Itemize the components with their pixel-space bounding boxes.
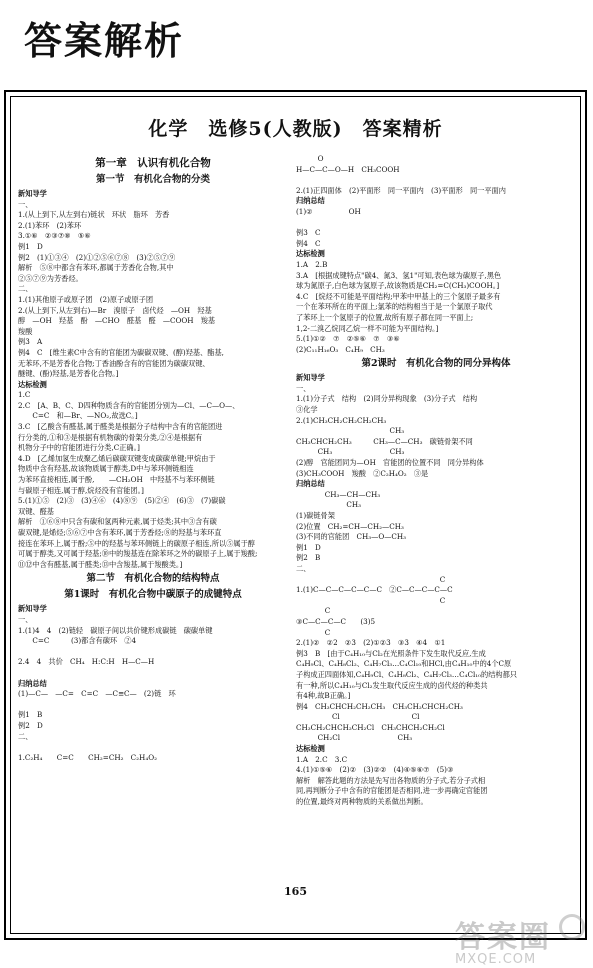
text-line: 3.C [乙酸含有醛基,属于醛类是根据分子结构中含有的官能团进 (18, 422, 223, 432)
subsection-label: 达标检测 (296, 249, 325, 259)
text-line: 2.(从上到下,从左到右)—Br 溴原子 卤代烃 —OH 羟基 (18, 305, 212, 315)
text-line: 解析 解答此题的方法是先写出各物质的分子式,若分子式相 (296, 775, 486, 785)
watermark-text-bottom: MXQE.COM (455, 952, 537, 967)
document-title: 化学 选修5(人教版) 答案精析 (148, 118, 443, 140)
text-line: C (296, 627, 331, 637)
text-line: 二、 (18, 731, 33, 741)
text-line: 例3 A (18, 337, 43, 347)
text-line: 2.(1)CH₃CH₂CH₂CH₂CH₃ (296, 415, 387, 425)
lesson-heading: 第1课时 有机化合物中碳原子的成键特点 (64, 589, 242, 601)
text-line (18, 647, 288, 658)
text-line: 5.(1)①② ⑦ ②⑤⑥ ⑦ ③⑥ (296, 334, 400, 344)
text-line: (2)位置 CH₂=CH—CH₂—CH₃ (296, 521, 404, 531)
text-line: 醇 —OH 羟基 酚 —CHO 醛基 醛 —COOH 羧基 (18, 316, 216, 326)
text-line: 例4 CH₃CHCH₂CH₂CH₃ CH₃CH₂CHCH₂CH₃ (296, 701, 463, 711)
text-line: C=C 和—Br、—NO₂,故选C。] (18, 411, 138, 421)
text-line: ③化学 (296, 405, 318, 415)
text-line: 的位置,最终对两种物质的关系做出判断。 (296, 797, 428, 807)
text-line: ②⑤⑦⑨为芳香烃。 (18, 273, 83, 283)
text-line: (2)C₁₁H₁₆O₃ C₄H₉ CH₃ (296, 344, 385, 354)
text-line: 1.(1)C—C—C—C—C—C ②C—C—C—C—C (296, 585, 453, 595)
text-line: 1,2-二溴乙烷同乙烷一样不可能为平面结构。] (296, 323, 439, 333)
text-line: CH₃ CH₃ (296, 447, 405, 457)
text-line: 二、 (18, 284, 33, 294)
text-line: CH₂Cl CH₃ (296, 733, 413, 743)
text-line: 1.(1)分子式 结构 (2)同分异构现象 (3)分子式 结构 (296, 394, 478, 404)
text-line: (3)CH₃COOH 羧酸 ②C₂H₄O₂ ③是 (296, 468, 429, 478)
section-heading: 第一节 有机化合物的分类 (95, 174, 210, 185)
text-line: 3.①⑥ ②③⑦⑧ ⑤⑥ (18, 231, 91, 241)
text-line: 例3 B [由于C₄H₁₀与Cl₂在光照条件下发生取代反应,生成 (296, 648, 486, 658)
chapter-heading: 第一章 认识有机化合物 (95, 157, 211, 169)
text-line: 1.A 2.B (296, 259, 328, 269)
text-line: 醚键、(酚)羟基,是芳香化合物。] (18, 369, 119, 379)
text-line: 2.(1)苯环 (2)苯环 (18, 220, 82, 230)
text-line: 2.C [A、B、C、D四种物质含有的官能团分别为—Cl、—C—O—、 (18, 400, 240, 410)
text-line (18, 668, 288, 679)
text-line: 4.D [乙烯加氢生成聚乙烯后碳碳双键变成碳碳单键;甲烷由于 (18, 453, 216, 463)
text-line: 一个在苯环所在的平面上;氯苯的结构相当于是一个氯原子取代 (296, 302, 493, 312)
subsection-label: 达标检测 (296, 744, 325, 754)
content-frame (4, 90, 587, 940)
text-line: C (296, 606, 331, 616)
subsection-label: 归纳总结 (296, 196, 325, 206)
text-line: 1.(1)其他原子或原子团 (2)原子或原子团 (18, 294, 154, 304)
text-line (296, 218, 576, 229)
text-line: 同,再判断分子中含有的官能团是否相同,进一步再确定官能团 (296, 786, 488, 796)
text-line: (1)② OH (296, 206, 361, 216)
text-line: 例4 C [维生素C中含有的官能团为碳碳双键、(醇)羟基、酯基, (18, 347, 224, 357)
subsection-label: 新知导学 (296, 373, 325, 383)
text-line: 解析 ①⑥⑧中只含有碳和氢两种元素,属于烃类;其中③含有碳 (18, 517, 217, 527)
text-line: 行分类的,①和③是根据有机物碳的骨架分类,②④是根据有 (18, 432, 203, 442)
text-line: 解析 ⑤⑧中都含有苯环,都属于芳香化合物,其中 (18, 263, 174, 273)
text-line: 4.C [烷烃不可能是平面结构;甲苯中甲基上的三个氢原子最多有 (296, 291, 501, 301)
left-column (18, 154, 288, 869)
text-line: ⑪⑫中含有醛基,属于醛类;⑬中含羧基,属于羧酸类。] (18, 559, 183, 569)
text-line: (1)—C— —C= C=C —C≡C— (2)链 环 (18, 689, 176, 699)
text-line (18, 742, 288, 753)
text-line: 例1 D (18, 241, 43, 251)
subsection-label: 归纳总结 (18, 678, 47, 688)
text-line: 无苯环,不是芳香化合物;丁香油酚含有的官能团为碳碳双键、 (18, 358, 210, 368)
text-line: 例2 D (18, 720, 43, 730)
text-line: 3.A [根据成键特点"碳4、氮3、氢1"可知,表色球为碳原子,黑色 (296, 270, 502, 280)
subsection-label: 达标检测 (18, 379, 47, 389)
text-line: C₄H₉Cl、C₄H₈Cl₂、C₄H₇Cl₃…C₄Cl₁₀和HCl,由C₄H₁₀中的4个C原 (296, 659, 512, 669)
text-line: (3)不同的官能团 CH₃—O—CH₃ (296, 532, 407, 542)
text-line: ③C—C—C—C (3)5 (296, 616, 376, 626)
text-line: CH₃CHCH₂CH₃ CH₃—C—CH₃ 碳链骨架不同 (296, 436, 473, 446)
text-line: CH₃CH₂CHCH₂CH₂Cl CH₃CHCH₂CH₂Cl (296, 722, 445, 732)
text-line: 2.4 4 共价 CH₄ H:C:H H—C—H (18, 657, 155, 667)
text-line: CH₃—CH—CH₃ (296, 489, 381, 499)
text-line: Cl Cl (296, 712, 420, 722)
subsection-label: 归纳总结 (296, 479, 325, 489)
text-line: 1.(从上到下,从左到右)链状 环状 脂环 芳香 (18, 210, 170, 220)
lesson-heading: 第2课时 有机化合物的同分异构体 (361, 358, 511, 370)
text-line: 机物分子中的官能团进行分类,C正确。] (18, 443, 140, 453)
text-line: 二、 (296, 563, 311, 573)
text-line: 例1 D (296, 542, 321, 552)
subsection-label: 新知导学 (18, 604, 47, 614)
text-line: (2)醇 官能团同为—OH 官能团的位置不同 同分异构体 (296, 458, 484, 468)
text-line: 为苯环直接相连,属于酚, —CH₂OH 中羟基不与苯环侧链 (18, 475, 215, 485)
page-number: 165 (284, 885, 307, 898)
text-line: 有4种,故B正确。] (296, 691, 351, 701)
text-line: 例2 B (296, 553, 321, 563)
text-line: H—C—C—O—H CH₃COOH (296, 164, 400, 174)
text-line: 与碳原子相连,属于醇,烷烃没有官能团。] (18, 485, 144, 495)
right-column (296, 154, 576, 869)
text-line: 双键、醛基 (18, 506, 54, 516)
text-line: CH₃ (296, 426, 405, 436)
text-line: 1.C (18, 390, 31, 400)
text-line: 球为氮原子,白色球为氢原子,故该物质是CH₂=C(CH₃)COOH。] (296, 281, 500, 291)
text-line (296, 175, 576, 186)
text-line: C (296, 574, 446, 584)
text-line: 一、 (18, 199, 33, 209)
subsection-label: 新知导学 (18, 189, 47, 198)
text-line: 1.C₂H₄ C=C CH₂=CH₂ C₂H₄O₂ (18, 752, 157, 762)
text-line: 例2 (1)①③④ (2)①②⑤⑥⑦⑧ (3)②⑤⑦⑨ (18, 252, 176, 262)
text-line: 例3 C (296, 228, 321, 238)
text-line: 了苯环上一个氢原子的位置,故所有原子都在同一平面上; (296, 312, 474, 322)
text-line: 1.A 2.C 3.C (296, 754, 348, 764)
text-line (18, 700, 288, 711)
text-line: 碳双键,是烯烃;⑤⑥⑦中含有苯环,属于芳香烃;⑧的羟基与苯环直 (18, 528, 222, 537)
watermark-circle-icon (559, 914, 585, 940)
text-line: 物质中含有羟基,故该物质属于醇类,D中与苯环侧链相连 (18, 464, 194, 474)
watermark-text-top: 答案圈 (455, 920, 551, 955)
text-line: 2.(1)正四面体 (2)平面形 同一平面内 (3)平面形 同一平面内 (296, 185, 506, 195)
text-line: C=C (3)都含有碳环 ②4 (18, 636, 137, 646)
text-line: (1)碳链骨架 (296, 511, 335, 520)
watermark-logo (455, 912, 585, 967)
text-line: 子构成正四面体知,C₄H₉Cl、C₄H₈Cl₂、C₄H₇Cl₃…C₄Cl₁₀的结构都只 (296, 669, 517, 679)
page-header-title: 答案解析 (24, 19, 185, 63)
text-line: 1.(1)4 4 (2)链轻 碳原子间以共价键形成碳链 碳碳单键 (18, 625, 213, 635)
text-line: 4.(1)①⑤⑥ (2)② (3)②② (4)④⑤⑥⑦ (5)③ (296, 765, 454, 775)
section-heading: 第二节 有机化合物的结构特点 (86, 573, 220, 585)
text-line: 有一种,所以C₄H₁₀与Cl₂发生取代反应生成的卤代烃的种类共 (296, 680, 488, 690)
text-line: 一、 (18, 614, 33, 624)
text-line: 5.(1)①⑤ (2)③ (3)④⑥ (4)⑧⑨ (5)②④ (6)③ (7)碳碳 (18, 496, 226, 506)
text-line: 羧酸 (18, 326, 33, 336)
text-line: C (296, 595, 446, 605)
text-line: 例1 B (18, 710, 43, 720)
text-line: 2.(1)② ②2 ②3 (2)①②3 ③3 ④4 ①1 (296, 638, 446, 648)
text-line: O (296, 154, 324, 163)
text-line: 例4 C (296, 238, 321, 248)
text-line: 接连在苯环上,属于酚;⑤中的羟基与苯环侧链上的碳原子相连,所以⑤属于醇 (18, 538, 255, 548)
text-line: 一、 (296, 383, 311, 393)
text-line: CH₃ (296, 500, 361, 510)
text-line: 可属于醇类,又可属于羟基;⑩中的羧基连在除苯环之外的碳原子上,属于羧酸; (18, 549, 258, 559)
